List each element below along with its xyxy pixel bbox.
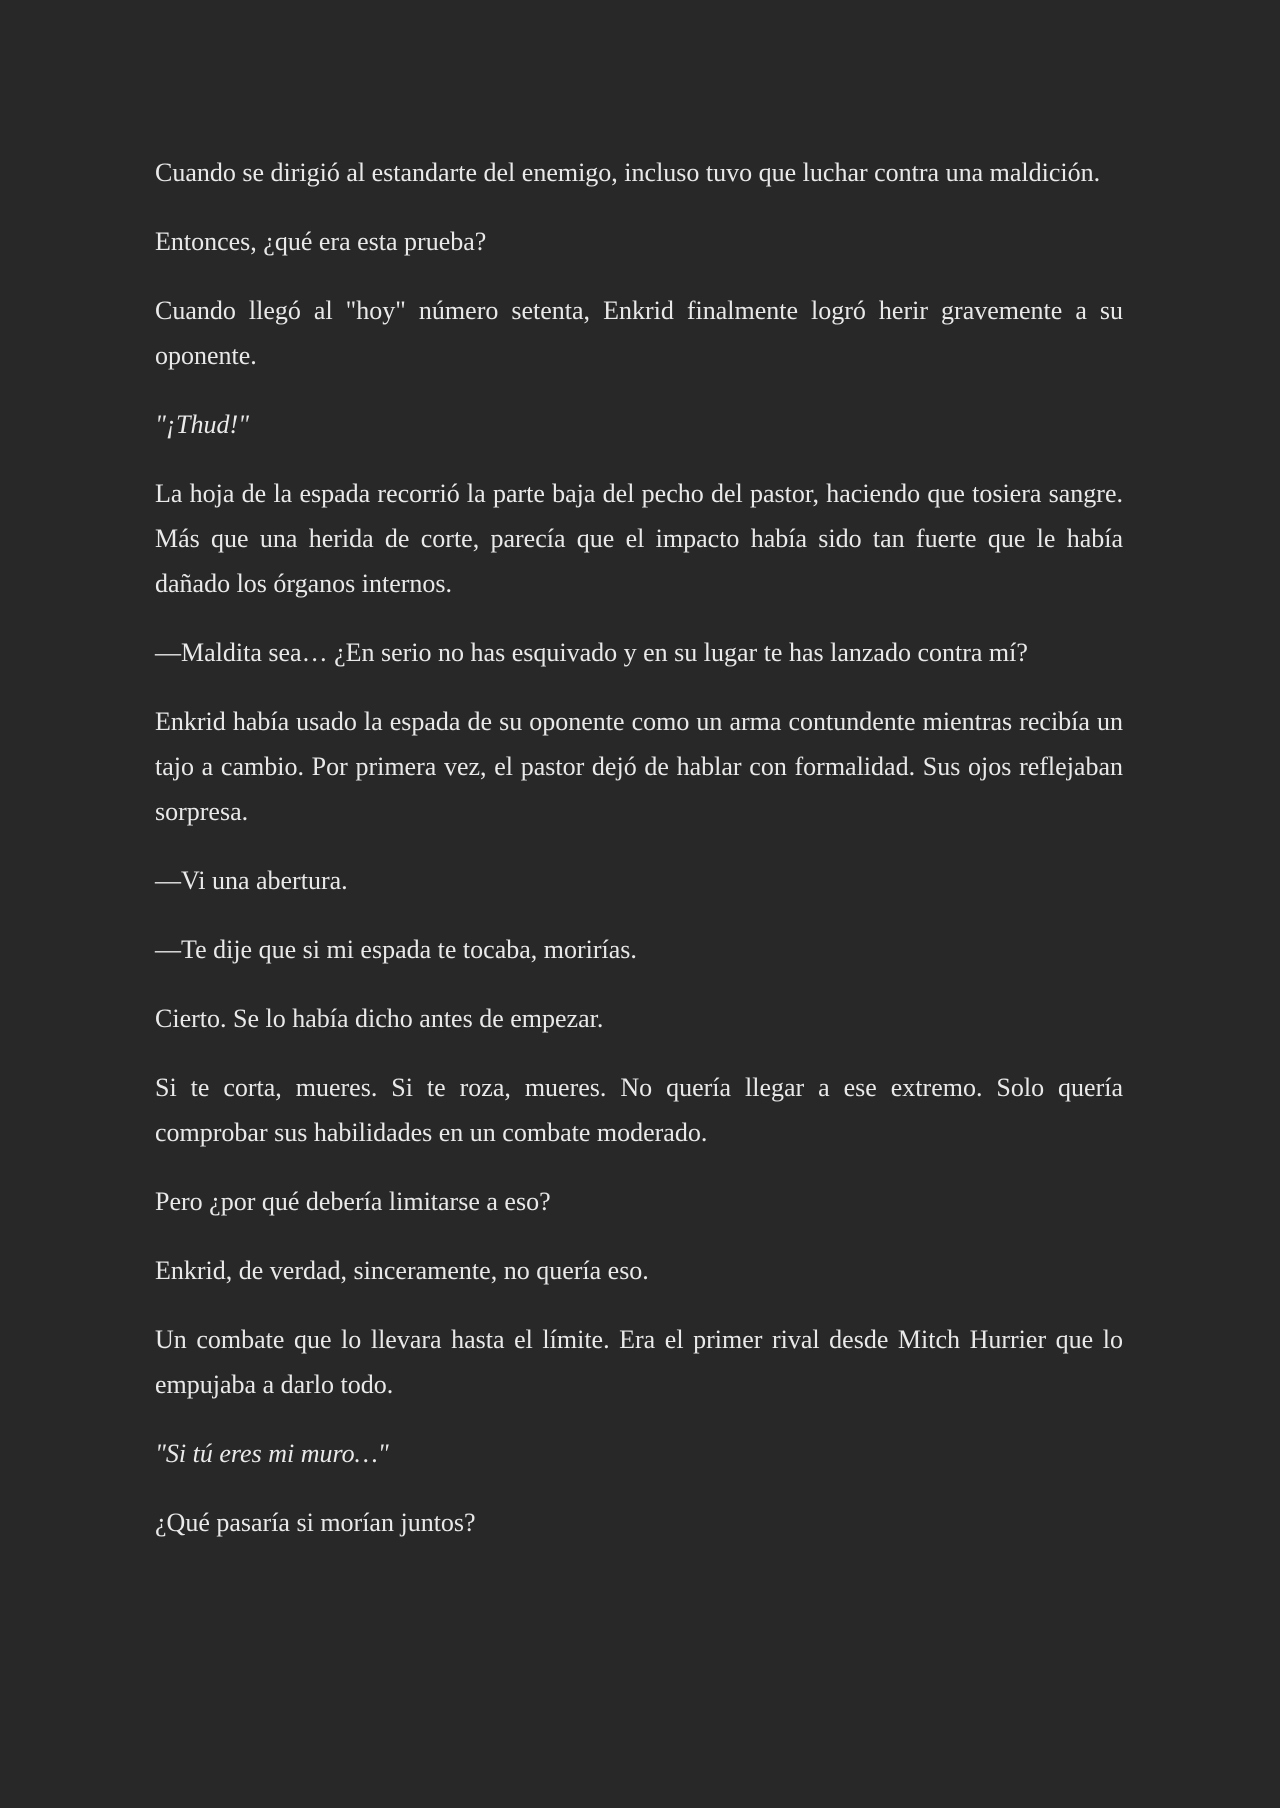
paragraph: —Te dije que si mi espada te tocaba, morirías. [155, 935, 637, 964]
paragraph: La hoja de la espada recorrió la parte baja del pecho del pastor, haciendo que tosiera sangre. Más que una herida de corte, parecía que el impacto había sido tan fuerte que le había dañado los órganos internos. [155, 479, 1123, 598]
paragraph: Cierto. Se lo había dicho antes de empezar. [155, 1004, 604, 1033]
paragraph: ¿Qué pasaría si morían juntos? [155, 1508, 476, 1537]
paragraph: —Maldita sea… ¿En serio no has esquivado y en su lugar te has lanzado contra mí? [155, 638, 1028, 667]
paragraph-italic: "¡Thud!" [155, 410, 250, 439]
paragraph: Si te corta, mueres. Si te roza, mueres. No quería llegar a ese extremo. Solo quería comprobar sus habilidades en un combate moderado. [155, 1073, 1123, 1147]
paragraph: Enkrid, de verdad, sinceramente, no quería eso. [155, 1256, 649, 1285]
paragraph: Entonces, ¿qué era esta prueba? [155, 227, 487, 256]
paragraph: Pero ¿por qué debería limitarse a eso? [155, 1187, 551, 1216]
paragraph: Cuando llegó al "hoy" número setenta, Enkrid finalmente logró herir gravemente a su oponente. [155, 296, 1123, 370]
paragraph: —Vi una abertura. [155, 866, 348, 895]
paragraph: Enkrid había usado la espada de su oponente como un arma contundente mientras recibía un tajo a cambio. Por primera vez, el pastor dejó de hablar con formalidad. Sus ojos reflejaban sorpresa. [155, 707, 1123, 826]
paragraph: Cuando se dirigió al estandarte del enemigo, incluso tuvo que luchar contra una maldición. [155, 158, 1101, 187]
paragraph-italic: "Si tú eres mi muro…" [155, 1439, 389, 1468]
reader-page [155, 150, 1123, 1569]
paragraph: Un combate que lo llevara hasta el límite. Era el primer rival desde Mitch Hurrier que lo empujaba a darlo todo. [155, 1325, 1123, 1399]
